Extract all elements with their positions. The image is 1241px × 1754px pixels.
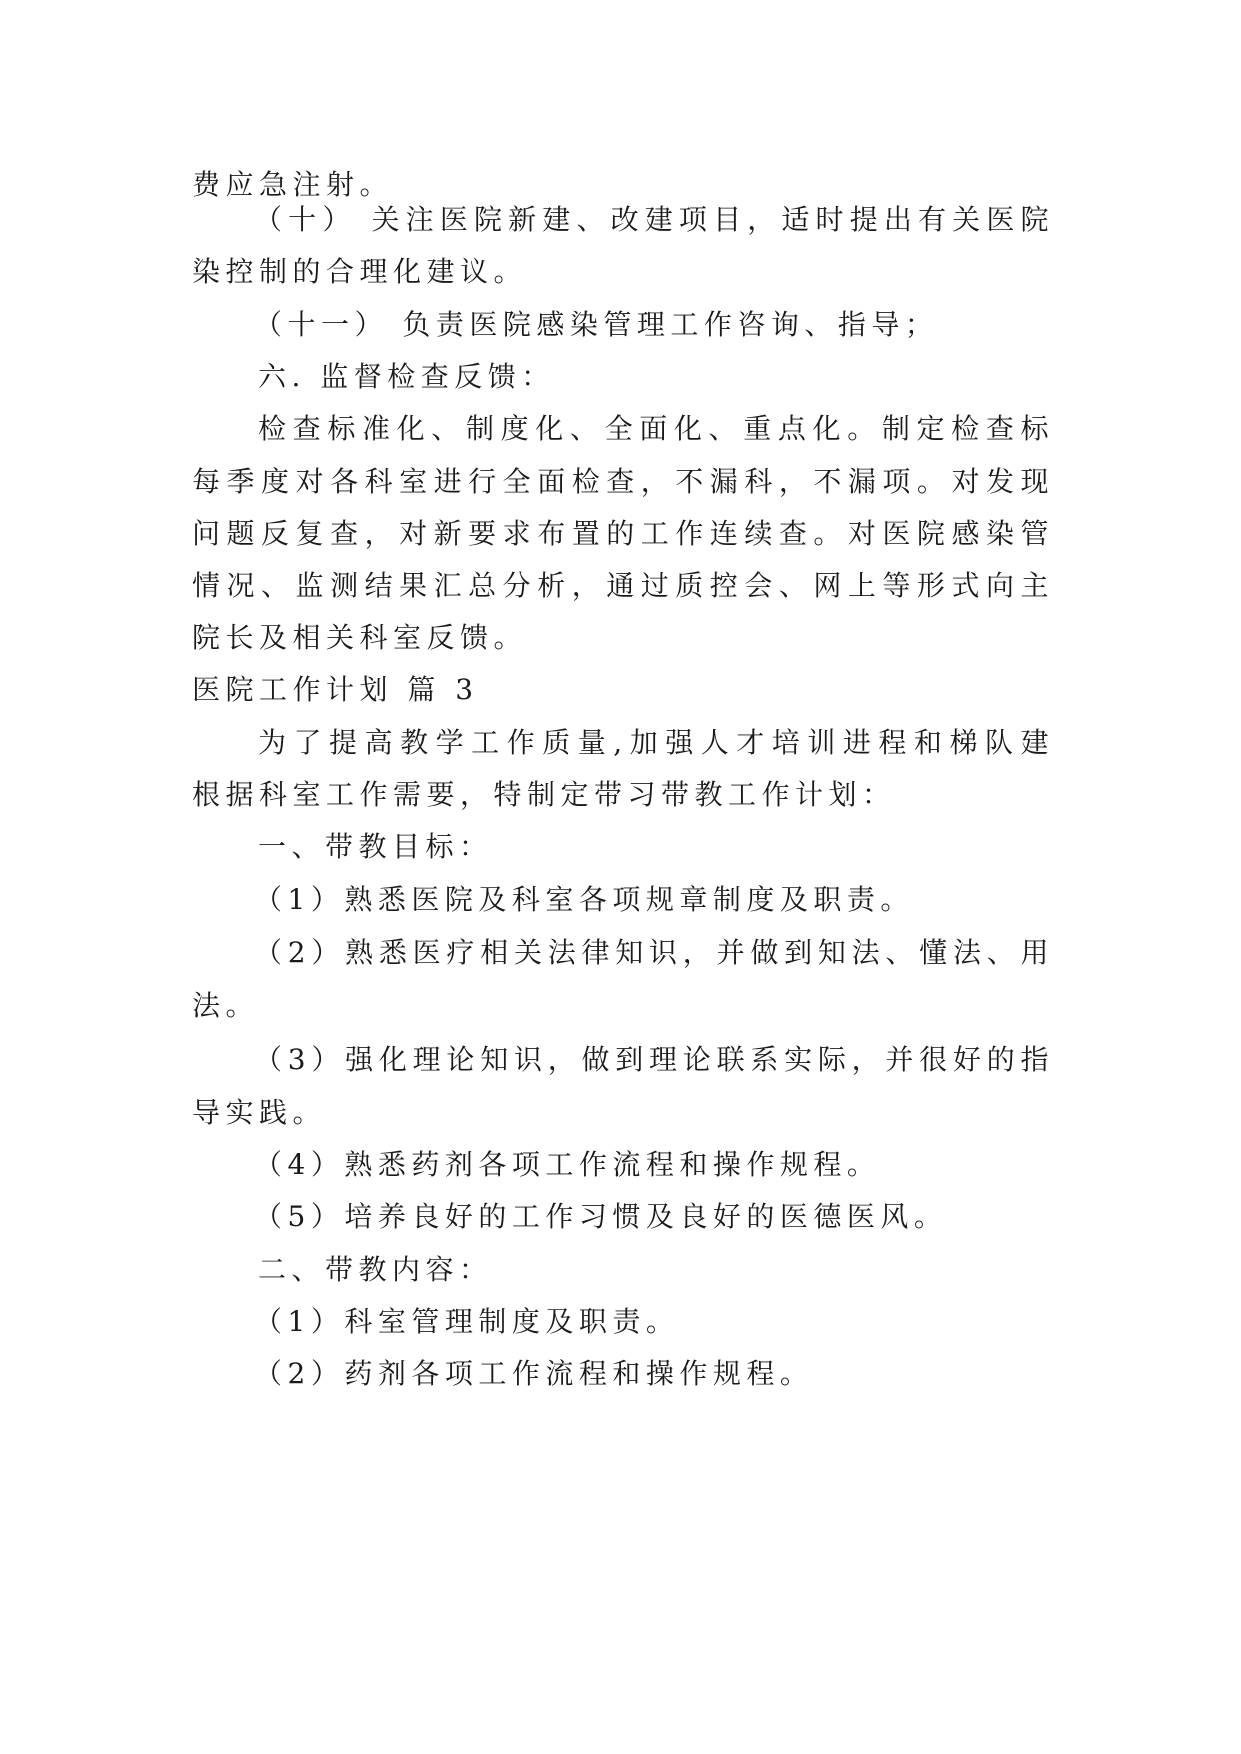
list-item: （5）培养良好的工作习惯及良好的医德医风。 — [254, 1200, 948, 1233]
list-item: （1）熟悉医院及科室各项规章制度及职责。 — [254, 883, 914, 916]
text-line: 导实践。 — [192, 1096, 327, 1129]
section-heading: 六. 监督检查反馈： — [258, 360, 555, 393]
text-line: 费应急注射。 — [192, 168, 394, 201]
list-item: （2）药剂各项工作流程和操作规程。 — [254, 1357, 814, 1390]
list-item: （4）熟悉药剂各项工作流程和操作规程。 — [254, 1148, 881, 1181]
text-line: 每季度对各科室进行全面检查，不漏科，不漏项。对发现 — [192, 465, 1054, 498]
text-line: 根据科室工作需要，特制定带习带教工作计划： — [192, 778, 896, 811]
text-line: 染控制的合理化建议。 — [192, 255, 528, 288]
list-item: （1）科室管理制度及职责。 — [254, 1305, 680, 1338]
text-line: 问题反复查，对新要求布置的工作连续查。对医院感染管 — [192, 517, 1054, 550]
text-line: 为了提高教学工作质量,加强人才培训进程和梯队建 — [258, 726, 1054, 759]
section-heading: 一、带教目标： — [258, 830, 493, 863]
text-line: （十一） 负责医院感染管理工作咨询、指导； — [254, 308, 939, 341]
list-item: （3）强化理论知识，做到理论联系实际，并很好的指 — [254, 1043, 1054, 1076]
section-heading: 二、带教内容： — [258, 1253, 493, 1286]
document-heading: 医院工作计划 篇 3 — [192, 673, 479, 706]
text-line: 院长及相关科室反馈。 — [192, 621, 528, 654]
text-line: 法。 — [192, 989, 260, 1022]
text-line: 情况、监测结果汇总分析，通过质控会、网上等形式向主 — [192, 569, 1054, 602]
text-line: （十） 关注医院新建、改建项目，适时提出有关医院 — [254, 203, 1054, 236]
list-item: （2）熟悉医疗相关法律知识，并做到知法、懂法、用 — [254, 936, 1054, 969]
text-line: 检查标准化、制度化、全面化、重点化。制定检查标 — [258, 412, 1054, 445]
